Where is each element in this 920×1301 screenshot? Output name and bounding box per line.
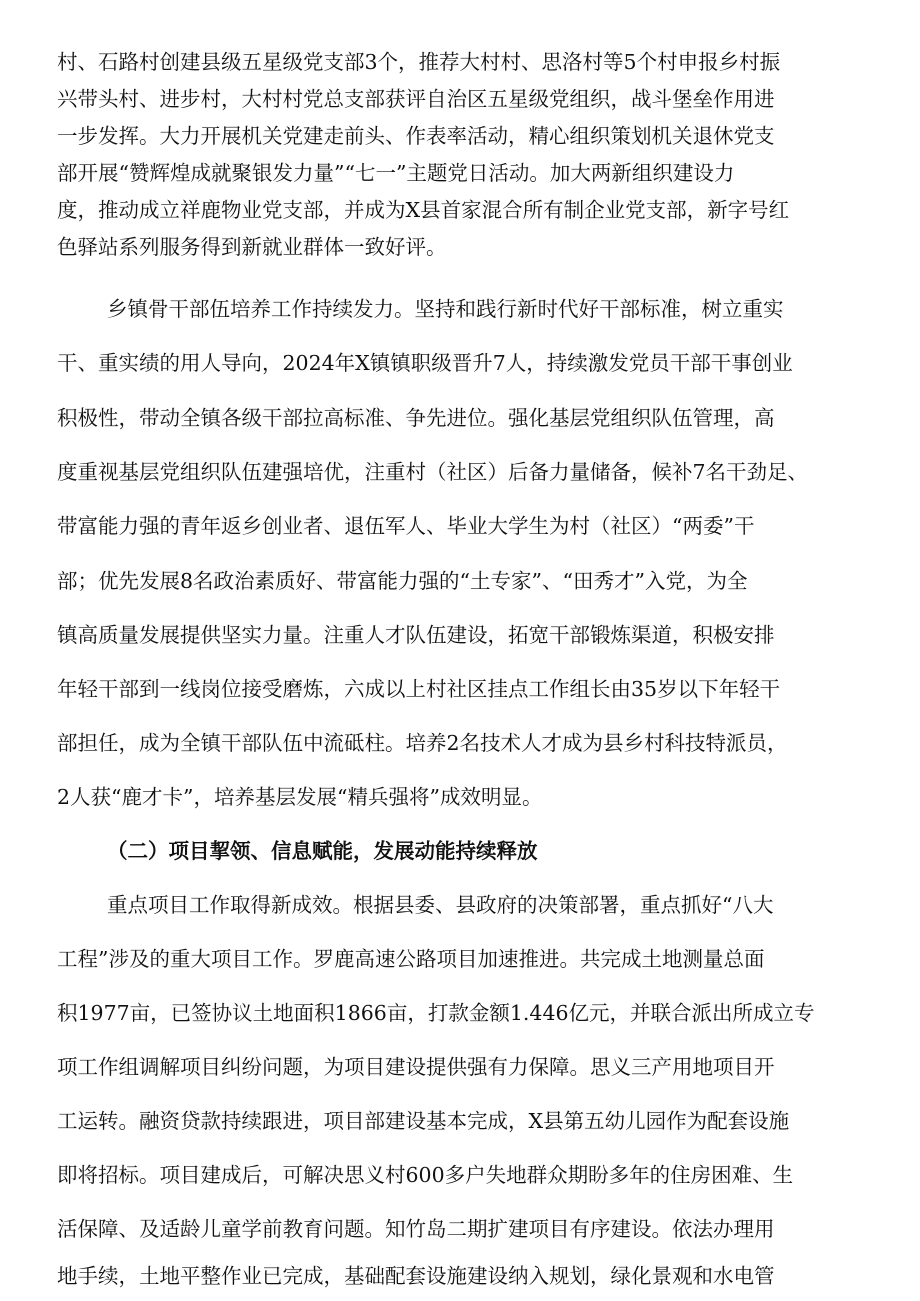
text-line: 带富能力强的青年返乡创业者、退伍军人、毕业大学生为村（社区）“两委”干 <box>57 514 755 538</box>
paragraph-first-line: 乡镇骨干部伍培养工作持续发力。坚持和践行新时代好干部标准，树立重实 <box>107 297 784 321</box>
text-line: 积1977亩，已签协议土地面积1866亩，打款金额1.446亿元，并联合派出所成立专 <box>57 1001 815 1025</box>
text-line: 部开展“赞辉煌成就聚银发力量”“七一”主题党日活动。加大两新组织建设力 <box>57 161 735 185</box>
text-line: 镇高质量发展提供坚实力量。注重人才队伍建设，拓宽干部锻炼渠道，积极安排 <box>57 623 775 647</box>
text-line: 活保障、及适龄儿童学前教育问题。知竹岛二期扩建项目有序建设。依法办理用 <box>57 1217 775 1241</box>
text-line: 色驿站系列服务得到新就业群体一致好评。 <box>57 235 447 259</box>
text-line: 干、重实绩的用人导向，2024年X镇镇职级晋升7人，持续激发党员干部干事创业 <box>57 351 793 375</box>
text-line: 度重视基层党组织队伍建强培优，注重村（社区）后备力量储备，候补7名干劲足、 <box>57 460 809 484</box>
text-line: 即将招标。项目建成后，可解决思义村600多户失地群众期盼多年的住房困难、生 <box>57 1163 794 1187</box>
text-line: 工运转。融资贷款持续跟进，项目部建设基本完成，X县第五幼儿园作为配套设施 <box>57 1109 790 1133</box>
text-line: 积极性，带动全镇各级干部拉高标准、争先进位。强化基层党组织队伍管理，高 <box>57 406 775 430</box>
text-line: 工程”涉及的重大项目工作。罗鹿高速公路项目加速推进。共完成土地测量总面 <box>57 947 765 971</box>
text-line: 一步发挥。大力开展机关党建走前头、作表率活动，精心组织策划机关退休党支 <box>57 124 775 148</box>
text-line: 部担任，成为全镇干部队伍中流砥柱。培养2名技术人才成为县乡村科技特派员， <box>57 731 788 755</box>
text-line: 项工作组调解项目纠纷问题，为项目建设提供强有力保障。思义三产用地项目开 <box>57 1055 775 1079</box>
text-line: 度，推动成立祥鹿物业党支部，并成为X县首家混合所有制企业党支部，新字号红 <box>57 198 790 222</box>
text-line: 2人获“鹿才卡”，培养基层发展“精兵强将”成效明显。 <box>57 785 543 809</box>
text-line: 兴带头村、进步村，大村村党总支部获评自治区五星级党组织，战斗堡垒作用进 <box>57 87 775 111</box>
section-heading: （二）项目挈领、信息赋能，发展动能持续释放 <box>107 839 538 863</box>
text-line: 年轻干部到一线岗位接受磨炼，六成以上村社区挂点工作组长由35岁以下年轻干 <box>57 677 781 701</box>
text-line: 部；优先发展8名政治素质好、带富能力强的“土专家”、“田秀才”入党，为全 <box>57 569 748 593</box>
text-line: 村、石路村创建县级五星级党支部3个，推荐大村村、思洛村等5个村申报乡村振 <box>57 50 781 74</box>
text-line: 地手续，土地平整作业已完成，基础配套设施建设纳入规划，绿化景观和水电管 <box>57 1264 775 1288</box>
paragraph-first-line: 重点项目工作取得新成效。根据县委、县政府的决策部署，重点抓好“八大 <box>107 893 774 917</box>
